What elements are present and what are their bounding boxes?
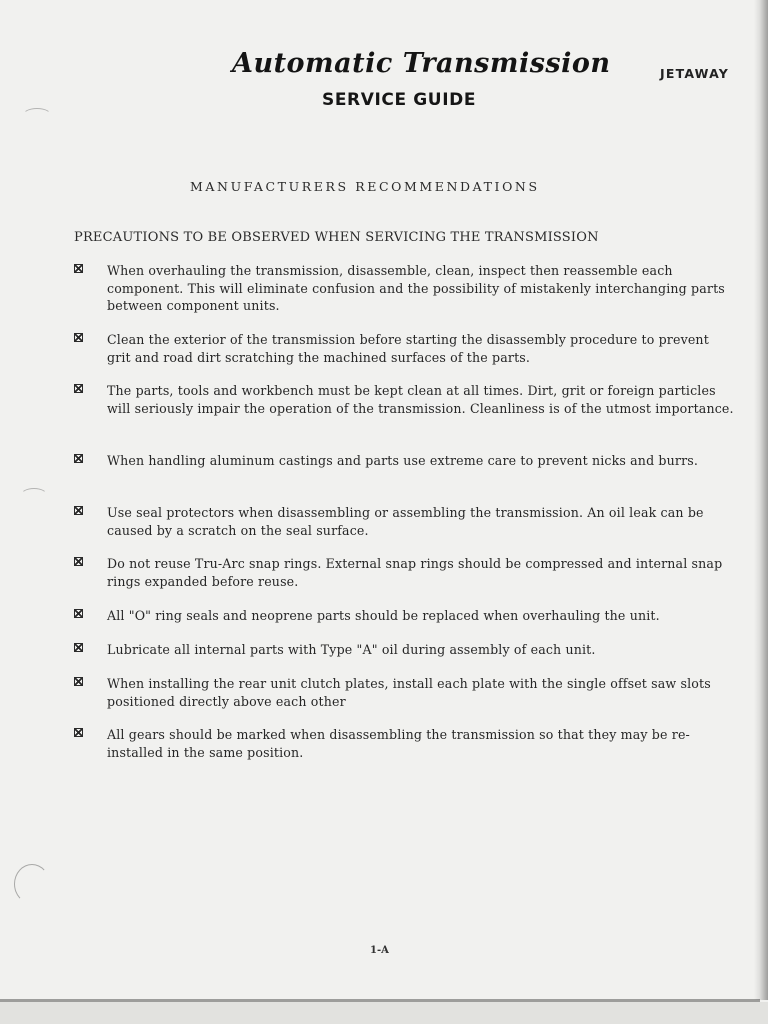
scan-mark <box>22 108 52 124</box>
checkbox-bullet-icon <box>74 333 83 342</box>
list-item-text: When installing the rear unit clutch plates, install each plate with the single offset saw slots positioned directly above each other <box>107 676 711 709</box>
list-item-text: All "O" ring seals and neoprene parts should be replaced when overhauling the unit. <box>107 608 660 623</box>
checkbox-bullet-icon <box>74 454 83 463</box>
checkbox-bullet-icon <box>74 506 83 515</box>
section-heading: MANUFACTURERS RECOMMENDATIONS <box>190 179 540 194</box>
list-item-text: When handling aluminum castings and parts use extreme care to prevent nicks and burrs. <box>107 453 699 468</box>
section-subheading: PRECAUTIONS TO BE OBSERVED WHEN SERVICING THE TRANSMISSION <box>74 230 599 245</box>
list-item-text: Do not reuse Tru-Arc snap rings. External snap rings should be compressed and internal snap rings expanded before reuse. <box>107 556 723 589</box>
list-item-text: All gears should be marked when disassembling the transmission so that they may be re-installed in the same position. <box>107 727 690 760</box>
list-item-text: Lubricate all internal parts with Type "A" oil during assembly of each unit. <box>107 642 596 657</box>
list-item-text: The parts, tools and workbench must be kept clean at all times. Dirt, grit or foreign particles will seriously impair the operation of the transmission. Cleanliness is of the utmost importance. <box>107 383 734 416</box>
list-item-text: Clean the exterior of the transmission before starting the disassembly procedure to prevent grit and road dirt scratching the machined surfaces of the parts. <box>107 332 709 365</box>
page-number: 1-A <box>370 945 389 956</box>
checkbox-bullet-icon <box>74 557 83 566</box>
checkbox-bullet-icon <box>74 728 83 737</box>
checkbox-bullet-icon <box>74 384 83 393</box>
scan-mark <box>20 488 48 504</box>
model-label: JETAWAY <box>660 66 730 81</box>
checkbox-bullet-icon <box>74 609 83 618</box>
checkbox-bullet-icon <box>74 643 83 652</box>
list-item-text: Use seal protectors when disassembling or assembling the transmission. An oil leak can be caused by a scratch on the seal surface. <box>107 505 704 538</box>
checkbox-bullet-icon <box>74 677 83 686</box>
page-bottom-edge <box>0 999 760 1002</box>
scan-mark <box>14 864 50 904</box>
checkbox-bullet-icon <box>74 264 83 273</box>
document-title: Automatic Transmission <box>232 48 611 79</box>
page-edge-shadow <box>754 0 768 1000</box>
underlying-page <box>0 1002 768 1024</box>
list-item-text: When overhauling the transmission, disassemble, clean, inspect then reassemble each component. This will eliminate confusion and the possibility of mistakenly interchanging parts between component units. <box>107 263 725 313</box>
document-subtitle: SERVICE GUIDE <box>322 90 477 110</box>
